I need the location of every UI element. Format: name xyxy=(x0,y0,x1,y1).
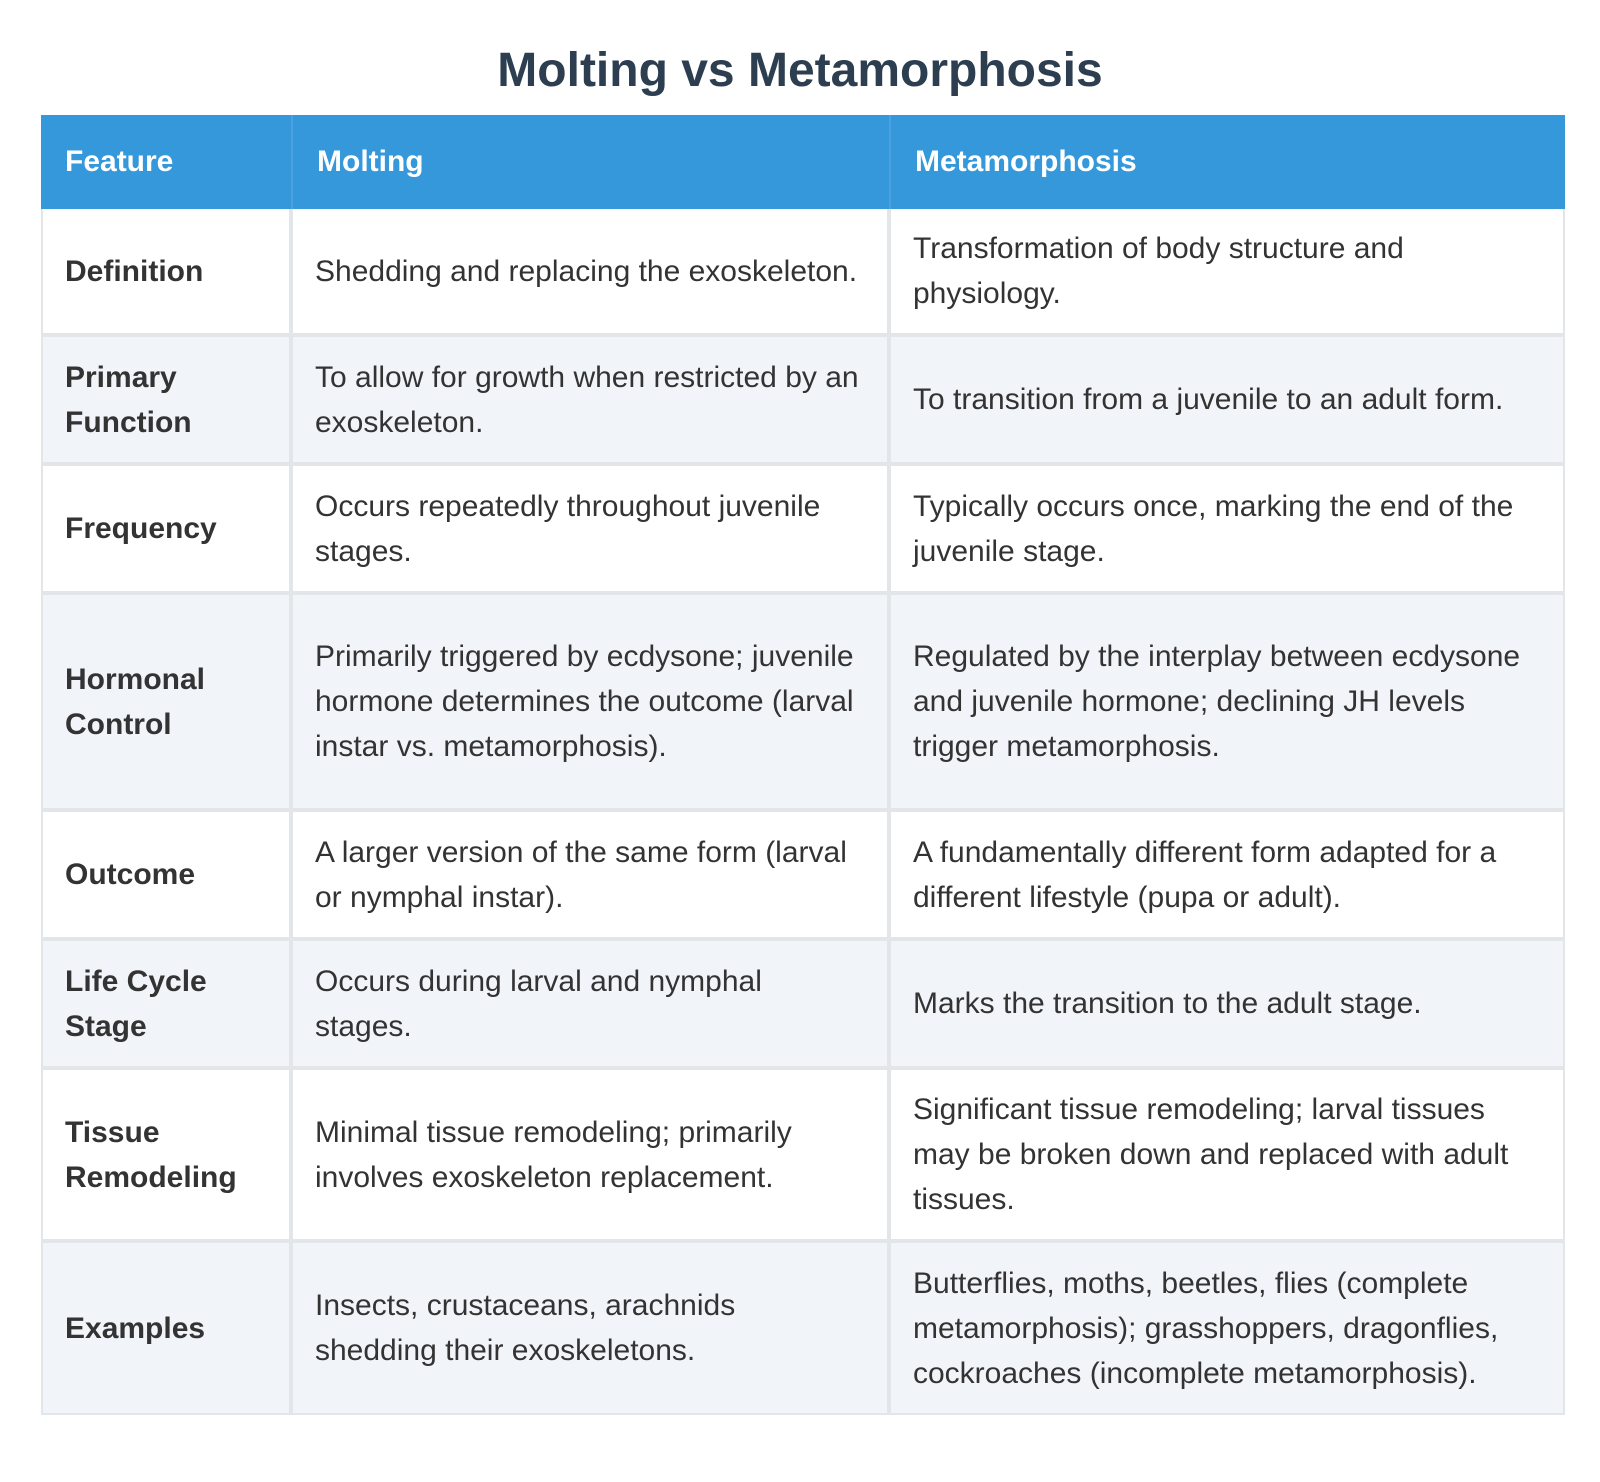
table-body xyxy=(41,209,1565,1415)
feature-cell: Outcome xyxy=(41,812,293,941)
header-feature: Feature xyxy=(41,115,293,209)
feature-cell: Examples xyxy=(41,1243,293,1415)
metamorphosis-cell: Transformation of body structure and physiology. xyxy=(891,209,1565,337)
feature-cell: Primary Function xyxy=(41,337,293,466)
metamorphosis-cell: A fundamentally different form adapted for a different lifestyle (pupa or adult). xyxy=(891,812,1565,941)
metamorphosis-cell: Significant tissue remodeling; larval tissues may be broken down and replaced with adult tissues. xyxy=(891,1070,1565,1243)
table-row xyxy=(41,1070,1565,1243)
comparison-table xyxy=(41,115,1565,1415)
molting-cell: Primarily triggered by ecdysone; juvenile hormone determines the outcome (larval instar vs. metamorphosis). xyxy=(293,595,891,812)
molting-cell: A larger version of the same form (larval or nymphal instar). xyxy=(293,812,891,941)
header-molting: Molting xyxy=(293,115,891,209)
feature-cell: Life Cycle Stage xyxy=(41,941,293,1070)
header-row xyxy=(41,115,1565,209)
molting-cell: Occurs repeatedly throughout juvenile stages. xyxy=(293,466,891,595)
table-row xyxy=(41,812,1565,941)
metamorphosis-cell: Regulated by the interplay between ecdysone and juvenile hormone; declining JH levels trigger metamorphosis. xyxy=(891,595,1565,812)
molting-cell: Occurs during larval and nymphal stages. xyxy=(293,941,891,1070)
table-row xyxy=(41,595,1565,812)
molting-cell: To allow for growth when restricted by an exoskeleton. xyxy=(293,337,891,466)
metamorphosis-cell: Marks the transition to the adult stage. xyxy=(891,941,1565,1070)
feature-cell: Hormonal Control xyxy=(41,595,293,812)
table-header xyxy=(41,115,1565,209)
feature-cell: Definition xyxy=(41,209,293,337)
page-title: Molting vs Metamorphosis xyxy=(497,44,1103,97)
table-row xyxy=(41,337,1565,466)
metamorphosis-cell: Typically occurs once, marking the end of the juvenile stage. xyxy=(891,466,1565,595)
table-row xyxy=(41,466,1565,595)
header-metamorphosis: Metamorphosis xyxy=(891,115,1565,209)
metamorphosis-cell: Butterflies, moths, beetles, flies (complete metamorphosis); grasshoppers, dragonflies, cockroaches (incomplete metamorphosis). xyxy=(891,1243,1565,1415)
feature-cell: Frequency xyxy=(41,466,293,595)
molting-cell: Shedding and replacing the exoskeleton. xyxy=(293,209,891,337)
table-row xyxy=(41,941,1565,1070)
molting-cell: Minimal tissue remodeling; primarily involves exoskeleton replacement. xyxy=(293,1070,891,1243)
table-row xyxy=(41,1243,1565,1415)
feature-cell: Tissue Remodeling xyxy=(41,1070,293,1243)
table-row xyxy=(41,209,1565,337)
molting-cell: Insects, crustaceans, arachnids shedding their exoskeletons. xyxy=(293,1243,891,1415)
metamorphosis-cell: To transition from a juvenile to an adult form. xyxy=(891,337,1565,466)
